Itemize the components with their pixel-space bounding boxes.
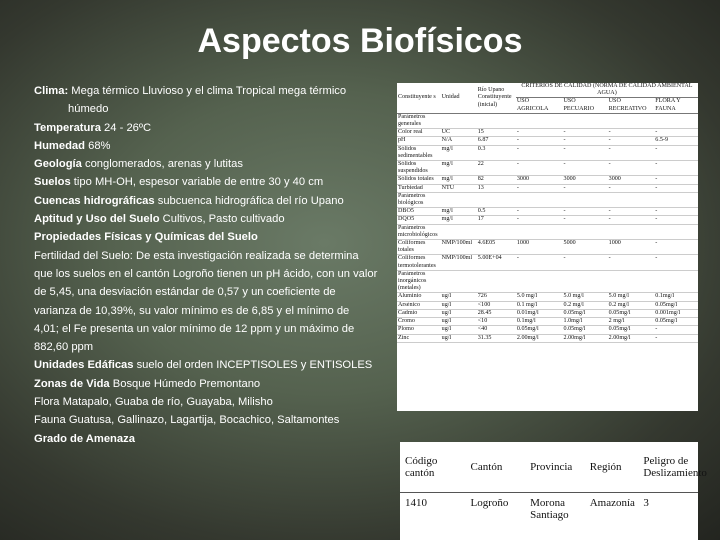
table-cell: Cadmio [397, 309, 441, 317]
table-cell [608, 270, 655, 293]
water-quality-table-panel [397, 83, 698, 411]
table-cell: - [516, 208, 563, 216]
region-value: Amazonía [589, 497, 635, 509]
table-cell: NTU [441, 184, 477, 192]
table-cell: 1.0mg/l [563, 318, 608, 326]
text-line-content: que los suelos en el cantón Logroño tienen un pH ácido, con un valor [34, 267, 378, 280]
table-row [397, 301, 698, 309]
table-cell: 2 mg/l [608, 318, 655, 326]
table-cell: ug/l [441, 301, 477, 309]
biophysical-description [34, 82, 378, 448]
table-cell [477, 192, 516, 207]
text-line-content: de 5,45, una desviación estándar de 0,57 y un coeficiente de [34, 286, 336, 299]
table-cell: 82 [477, 176, 516, 184]
table-cell: 13 [477, 184, 516, 192]
table-cell [477, 224, 516, 239]
header-canton: Cantón [466, 442, 526, 493]
table-cell: mg/l [441, 208, 477, 216]
text-line-label: Propiedades Físicas y Químicas del Suelo [34, 231, 258, 244]
table-cell: 0.05mg/l [516, 326, 563, 334]
table-cell: 0.01mg/l [516, 309, 563, 317]
text-line-content: 4,01; el Fe presenta un valor mínimo de 12 ppm y un máximo de [34, 322, 355, 335]
table-cell: 17 [477, 216, 516, 224]
text-line [34, 320, 378, 338]
text-line-content: tipo MH-OH, espesor variable de entre 30 y 40 cm [70, 176, 324, 189]
table-cell: 31.35 [477, 334, 516, 342]
table-cell: DBO5 [397, 208, 441, 216]
text-line [34, 283, 378, 301]
table-cell: mg/l [441, 176, 477, 184]
location-table-panel [400, 442, 707, 540]
text-line [34, 338, 378, 356]
table-cell: 0.001mg/l [654, 309, 698, 317]
table-cell: Arsénico [397, 301, 441, 309]
landslide-hazard-value: 3 [643, 497, 649, 509]
table-cell: UC [441, 129, 477, 137]
table-cell: - [654, 334, 698, 342]
table-cell [563, 224, 608, 239]
header-agricultural-use: USO AGRICOLA [516, 98, 563, 113]
table-cell: Aluminio [397, 293, 441, 301]
table-cell: Coliformes totales [397, 240, 441, 255]
table-cell [516, 192, 563, 207]
header-region: Región [585, 442, 639, 493]
table-row [397, 224, 698, 239]
table-row [397, 192, 698, 207]
table-cell: mg/l [441, 216, 477, 224]
table-cell: 0.1 mg/l [516, 301, 563, 309]
text-line-label: Temperatura [34, 121, 101, 134]
table-cell: mg/l [441, 145, 477, 160]
table-cell: 3000 [608, 176, 655, 184]
table-cell [563, 192, 608, 207]
text-line-label: Geología [34, 158, 82, 171]
text-line-content: húmedo [68, 103, 109, 116]
text-line [34, 411, 378, 429]
header-canton-code: Código cantón [400, 442, 466, 493]
text-line-content: 24 - 26ºC [100, 121, 152, 134]
text-line [34, 302, 378, 320]
table-cell: <100 [477, 301, 516, 309]
table-cell [441, 113, 477, 128]
text-line-content: Fauna Guatusa, Gallinazo, Lagartija, Bocachico, Saltamontes [34, 414, 340, 427]
table-cell: 5.0 mg/l [608, 293, 655, 301]
table-cell: Parámetros inorgánicos (metales) [397, 270, 441, 293]
table-cell: 1000 [516, 240, 563, 255]
header-flora-fauna: FLORA Y FAUNA [654, 98, 698, 113]
text-line-label: Aptitud y Uso del Suelo [34, 213, 160, 226]
table-cell [477, 113, 516, 128]
text-line-label: Clima: [34, 85, 69, 97]
table-cell: - [563, 255, 608, 270]
table-cell: NMP/100ml [441, 255, 477, 270]
table-cell: ug/l [441, 326, 477, 334]
text-line [34, 137, 378, 155]
table-cell [516, 224, 563, 239]
text-line [34, 210, 378, 228]
table-row [397, 113, 698, 128]
text-line-content: Fertilidad del Suelo: De esta investigación realizada se determina [34, 249, 359, 262]
table-cell: Parámetros biológicos [397, 192, 441, 207]
table-row [397, 326, 698, 334]
table-cell: - [608, 161, 655, 176]
table-cell [563, 270, 608, 293]
canton-code-value: 1410 [405, 497, 427, 509]
text-line-content: subcuenca hidrográfica del río Upano [154, 194, 344, 207]
table-cell: 2.00mg/l [563, 334, 608, 342]
table-cell: 5.0 mg/l [563, 293, 608, 301]
table-cell [516, 113, 563, 128]
table-cell: Parámetros microbiológicos [397, 224, 441, 239]
table-cell [441, 270, 477, 293]
location-table [400, 442, 707, 525]
text-line [34, 173, 378, 191]
table-row [397, 293, 698, 301]
table-cell: 0.1mg/l [516, 318, 563, 326]
text-line-content: 882,60 ppm [34, 341, 94, 354]
header-unit: Unidad [441, 83, 477, 113]
text-line-content: suelo del orden INCEPTISOLES y ENTISOLES [133, 359, 373, 372]
table-cell: - [563, 137, 608, 145]
table-row [397, 145, 698, 160]
table-cell: - [563, 129, 608, 137]
header-quality-criteria: CRITERIOS DE CALIDAD (NORMA DE CALIDAD AMBIENTAL AGUA) [516, 83, 698, 98]
table-cell: 5.00E+04 [477, 255, 516, 270]
table-row [397, 309, 698, 317]
table-cell: - [516, 145, 563, 160]
header-constituents: Constituyente s [397, 83, 441, 113]
table-cell: - [654, 129, 698, 137]
table-cell: 0.05mg/l [654, 301, 698, 309]
table-cell: ug/l [441, 334, 477, 342]
header-province: Provincia [525, 442, 585, 493]
table-cell: 3000 [563, 176, 608, 184]
table-cell: pH [397, 137, 441, 145]
table-row [397, 334, 698, 342]
table-cell: 5.0 mg/l [516, 293, 563, 301]
table-cell: - [563, 216, 608, 224]
page-title: Aspectos Biofísicos [197, 22, 523, 60]
table-cell: <40 [477, 326, 516, 334]
text-line-label: Grado de Amenaza [34, 432, 135, 445]
table-cell: - [516, 184, 563, 192]
location-value-row [400, 493, 698, 526]
table-cell: - [654, 208, 698, 216]
table-cell: Sólidos sedimentables [397, 145, 441, 160]
table-cell: - [563, 145, 608, 160]
table-cell: 6.87 [477, 137, 516, 145]
table-cell [608, 224, 655, 239]
table-cell: ug/l [441, 293, 477, 301]
table-cell: 6.5-9 [654, 137, 698, 145]
text-line [34, 430, 378, 448]
table-cell: - [654, 240, 698, 255]
table-cell: 15 [477, 129, 516, 137]
table-cell: 3000 [516, 176, 563, 184]
table-cell: 2.00mg/l [608, 334, 655, 342]
table-cell: Color real [397, 129, 441, 137]
table-cell [608, 192, 655, 207]
text-line-content: 68% [84, 139, 111, 152]
text-line [34, 375, 378, 393]
text-line-label: Zonas de Vida [34, 377, 110, 390]
table-cell: 2.00mg/l [516, 334, 563, 342]
table-cell: - [654, 161, 698, 176]
table-row [397, 176, 698, 184]
table-cell: 0.1mg/l [654, 293, 698, 301]
table-cell: - [608, 145, 655, 160]
table-cell: - [563, 184, 608, 192]
table-cell: 0.2 mg/l [608, 301, 655, 309]
table-cell [654, 192, 698, 207]
table-row [397, 137, 698, 145]
table-cell: Sólidos totales [397, 176, 441, 184]
text-line [34, 82, 378, 100]
text-line-label: Humedad [34, 139, 85, 152]
table-cell: - [563, 161, 608, 176]
table-cell [441, 224, 477, 239]
text-line [34, 265, 378, 283]
table-cell: - [563, 208, 608, 216]
text-line-content: conglomerados, arenas y lutitas [81, 158, 243, 171]
table-cell: mg/l [441, 161, 477, 176]
text-line [34, 119, 378, 137]
table-row [397, 184, 698, 192]
table-row [397, 208, 698, 216]
table-cell: 0.05mg/l [654, 318, 698, 326]
table-header-row [397, 83, 698, 98]
table-row [397, 255, 698, 270]
text-line-label: Unidades Edáficas [34, 359, 134, 372]
canton-value: Logroño [470, 497, 509, 509]
table-cell: 0.05mg/l [608, 326, 655, 334]
water-quality-table [397, 83, 698, 343]
table-cell: <10 [477, 318, 516, 326]
table-cell [516, 270, 563, 293]
text-line [34, 192, 378, 210]
text-line-content: Cultivos, Pasto cultivado [159, 213, 285, 226]
header-river-upano: Río Upano Constituyente (inicial) [477, 83, 516, 113]
table-cell: - [608, 129, 655, 137]
table-cell: - [654, 255, 698, 270]
table-cell: 0.2 mg/l [563, 301, 608, 309]
table-cell: Parámetros generales [397, 113, 441, 128]
table-cell: - [608, 216, 655, 224]
province-value: Morona Santiago [530, 497, 569, 521]
table-row [397, 240, 698, 255]
table-cell: N/A [441, 137, 477, 145]
table-cell: - [608, 184, 655, 192]
text-line-content: Mega térmico Lluvioso y el clima Tropical mega térmico [68, 85, 347, 97]
table-cell: - [608, 137, 655, 145]
table-cell: ug/l [441, 309, 477, 317]
text-line [34, 247, 378, 265]
table-cell [441, 192, 477, 207]
table-cell: 4.6E05 [477, 240, 516, 255]
table-cell: NMP/100ml [441, 240, 477, 255]
table-cell: - [516, 161, 563, 176]
text-line [34, 228, 378, 246]
table-cell: ug/l [441, 318, 477, 326]
location-header-row [400, 442, 698, 493]
table-cell: - [608, 255, 655, 270]
table-cell: Plomo [397, 326, 441, 334]
table-cell: 0.5 [477, 208, 516, 216]
text-line [34, 393, 378, 411]
table-cell: Turbiedad [397, 184, 441, 192]
text-line [34, 155, 378, 173]
table-cell [654, 224, 698, 239]
table-row [397, 270, 698, 293]
table-cell [477, 270, 516, 293]
table-cell: 0.05mg/l [563, 326, 608, 334]
table-cell: 22 [477, 161, 516, 176]
table-cell: - [516, 255, 563, 270]
header-recreational-use: USO RECREATIVO [608, 98, 655, 113]
table-cell: 726 [477, 293, 516, 301]
header-livestock-use: USO PECUARIO [563, 98, 608, 113]
table-cell: - [654, 145, 698, 160]
table-cell [654, 270, 698, 293]
table-row [397, 318, 698, 326]
table-cell: - [654, 176, 698, 184]
text-line [34, 356, 378, 374]
table-row [397, 129, 698, 137]
table-cell [563, 113, 608, 128]
text-line-content: Bosque Húmedo Premontano [109, 377, 261, 390]
table-cell: Sólidos suspendidos [397, 161, 441, 176]
table-cell: Coliformes termotolerantes [397, 255, 441, 270]
text-line-content: varianza de 10,39%, su valor mínimo es de 6,85 y el mínimo de [34, 304, 350, 317]
table-cell: Cromo [397, 318, 441, 326]
table-cell: Zinc [397, 334, 441, 342]
text-line-content: Flora Matapalo, Guaba de río, Guayaba, Milisho [34, 396, 273, 409]
header-landslide-hazard: Peligro de Deslizamiento [638, 442, 698, 493]
table-cell: 1000 [608, 240, 655, 255]
table-cell: DQO5 [397, 216, 441, 224]
table-cell: - [654, 216, 698, 224]
table-cell: 28.45 [477, 309, 516, 317]
table-cell: - [516, 216, 563, 224]
text-line-label: Suelos [34, 176, 71, 189]
table-cell [654, 113, 698, 128]
table-cell: - [516, 137, 563, 145]
text-line-label: Cuencas hidrográficas [34, 194, 155, 207]
table-cell: - [654, 184, 698, 192]
table-cell: 0.05mg/l [563, 309, 608, 317]
table-cell: - [516, 129, 563, 137]
table-cell [608, 113, 655, 128]
table-cell: 0.3 [477, 145, 516, 160]
table-row [397, 216, 698, 224]
table-cell: 0.05mg/l [608, 309, 655, 317]
table-row [397, 161, 698, 176]
text-line [34, 100, 378, 118]
table-cell: 5000 [563, 240, 608, 255]
table-cell: - [654, 326, 698, 334]
table-cell: - [608, 208, 655, 216]
